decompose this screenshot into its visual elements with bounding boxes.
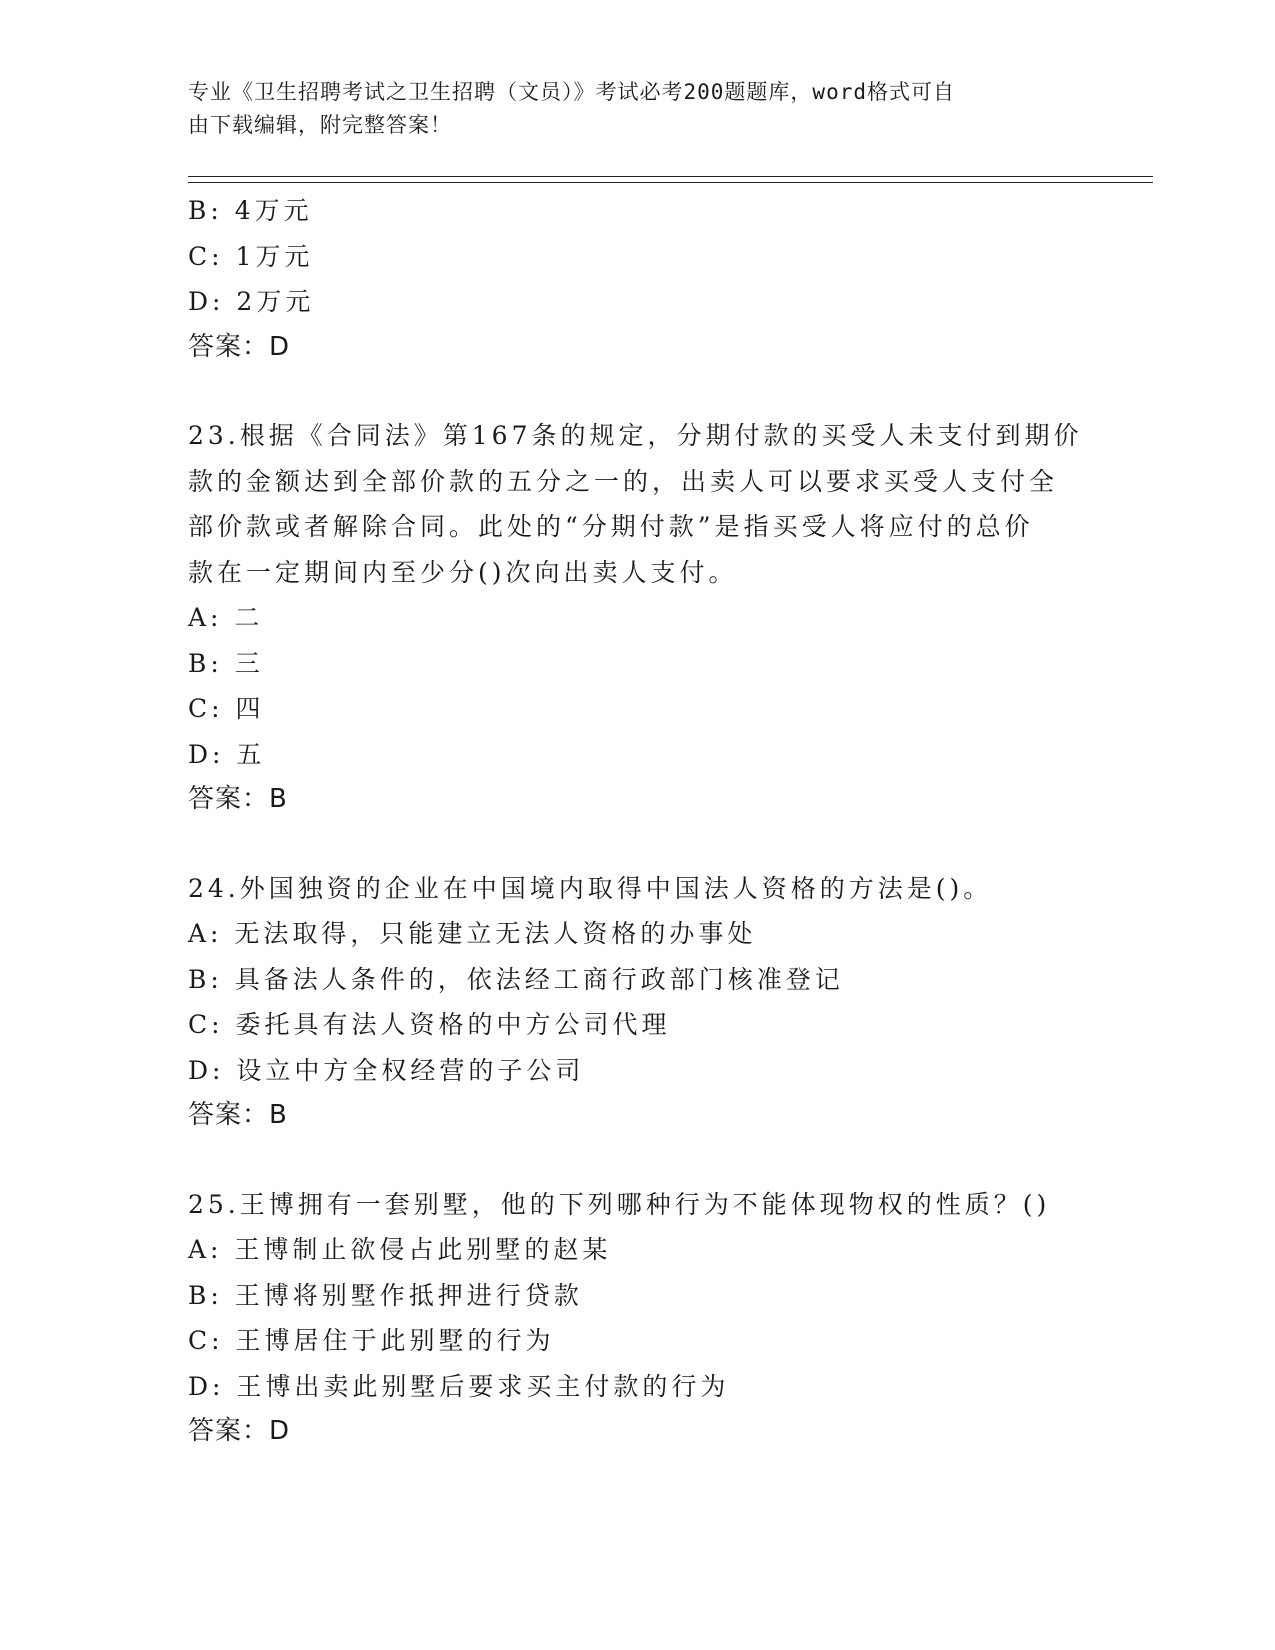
document-header [188, 76, 1068, 142]
question-text-line: 部价款或者解除合同。此处的“分期付款”是指买受人将应付的总价 [188, 512, 1034, 541]
option-b: B: 具备法人条件的，依法经工商行政部门核准登记 [188, 964, 844, 994]
answer-label: 答案：D [188, 1416, 291, 1446]
question-text-line: 款的金额达到全部价款的五分之一的，出卖人可以要求买受人支付全 [188, 466, 1059, 496]
answer-label: 答案：B [188, 1100, 288, 1130]
option-d: D: 王博出卖此别墅后要求买主付款的行为 [188, 1371, 730, 1401]
question-text-line: 25.王博拥有一套别墅，他的下列哪种行为不能体现物权的性质？() [188, 1189, 1051, 1219]
answer-label: 答案：B [188, 784, 288, 814]
question-content [188, 188, 1088, 1455]
option-a: A: 无法取得，只能建立无法人资格的办事处 [188, 919, 757, 948]
answer-label: 答案：D [188, 331, 291, 362]
previous-question-options [188, 188, 1088, 370]
option-a: A: 王博制止欲侵占此别墅的赵某 [188, 1235, 612, 1264]
option-a: A: 二 [188, 603, 264, 632]
option-d: D: 2万元 [188, 287, 315, 316]
question-24 [188, 866, 1088, 1139]
question-23 [188, 413, 1088, 823]
option-d: D: 五 [188, 739, 266, 769]
option-b: B: 三 [188, 648, 264, 678]
option-d: D: 设立中方全权经营的子公司 [188, 1055, 585, 1085]
header-line-2: 由下载编辑，附完整答案！ [188, 113, 452, 137]
question-text-line: 24.外国独资的企业在中国境内取得中国法人资格的方法是()。 [188, 873, 993, 903]
option-c: C: 四 [188, 694, 265, 723]
option-b: B: 王博将别墅作抵押进行贷款 [188, 1280, 583, 1310]
question-25 [188, 1182, 1088, 1455]
option-c: C: 1万元 [188, 241, 314, 271]
option-c: C: 委托具有法人资格的中方公司代理 [188, 1010, 671, 1039]
header-line-1: 专业《卫生招聘考试之卫生招聘（文员）》考试必考200题题库，word格式可自 [188, 80, 955, 104]
option-b: B: 4万元 [188, 196, 313, 225]
header-rule-top [188, 176, 1153, 177]
header-rule-bottom [188, 182, 1153, 183]
question-text-line: 款在一定期间内至少分()次向出卖人支付。 [188, 557, 738, 587]
question-text-line: 23.根据《合同法》第167条的规定，分期付款的买受人未支付到期价 [188, 421, 1083, 450]
option-c: C: 王博居住于此别墅的行为 [188, 1326, 555, 1355]
